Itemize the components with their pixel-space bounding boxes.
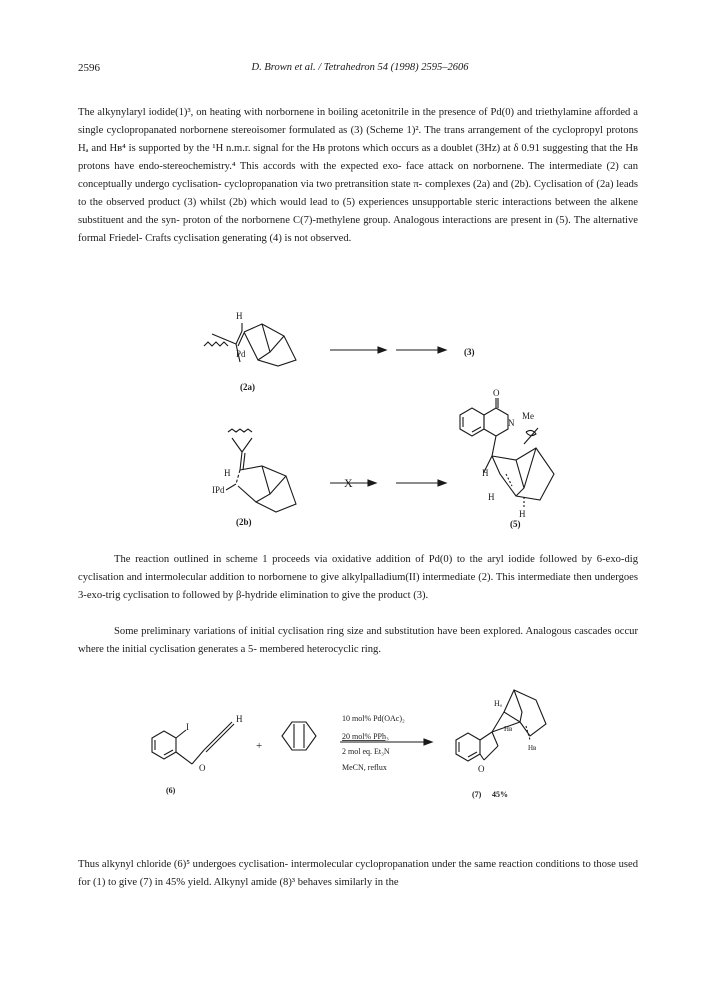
paragraph-mechanism: The reaction outlined in scheme 1 proceeds via oxidative addition of Pd(0) to the aryl iodide followed by 6-exo-dig cyclisation and intermolecular addition to norbornene to give alkylpalladium(II) intermediate (2). This intermediate then undergoes 3-exo-trig cyclisation to followed by β-hydride elimination to give the product (3).: [78, 554, 638, 601]
scheme1-atom-H-2b: H: [224, 468, 231, 478]
condition-solvent: MeCN, reflux: [342, 763, 387, 772]
arrow-2b-step2: [396, 480, 446, 486]
structure-2a: [204, 323, 296, 366]
scheme2-plus: +: [256, 740, 263, 752]
scheme2-atom-HB-1: Hʙ: [504, 725, 513, 733]
compound-label-6: (6): [166, 786, 176, 795]
scheme1-atom-H-5b: H: [488, 492, 495, 502]
arrow-2a-step2: [396, 347, 446, 353]
scheme1-atom-H-top: H: [236, 311, 243, 321]
paragraph-variations: Some preliminary variations of initial cyclisation ring size and substitution have been explored. Analogous cascades occur where the initial cyclisation generates a 5- membered heterocyclic ring.: [78, 626, 638, 655]
condition-ligand: 20 mol% PPh₃: [342, 732, 389, 741]
scheme1-atom-N: N: [508, 418, 515, 428]
scheme1-atom-IPd: IPd: [212, 485, 225, 495]
scheme2-atom-O-7: O: [478, 764, 485, 774]
scheme1-atom-Pd: Pd: [236, 349, 246, 359]
running-header-citation: D. Brown et al. / Tetrahedron 54 (1998) 2595–2606: [251, 62, 469, 73]
norbornene: [282, 722, 316, 750]
scheme1-atom-Me: Me: [522, 411, 534, 421]
scheme2-atom-HA: Hₐ: [494, 699, 502, 708]
scheme2-atom-HB-2: Hʙ: [528, 744, 537, 752]
compound-label-2b: (2b): [236, 517, 252, 527]
condition-base: 2 mol eq. Et₃N: [342, 747, 390, 756]
scheme2-atom-H: H: [236, 714, 243, 724]
page-number: 2596: [78, 62, 100, 74]
compound-label-2a: (2a): [240, 382, 255, 392]
scheme1-atom-H-5a: H: [482, 468, 489, 478]
compound-label-3: (3): [464, 347, 475, 357]
yield-7: 45%: [492, 790, 508, 799]
compound-label-7: (7): [472, 790, 482, 799]
condition-catalyst: 10 mol% Pd(OAc)₂: [342, 714, 405, 723]
arrow-2a-step1: [330, 347, 386, 353]
scheme1-atom-H-5c: H: [519, 509, 526, 519]
paragraph-chloride: Thus alkynyl chloride (6)⁵ undergoes cyclisation- intermolecular cyclopropanation under the same reaction conditions to those used for (1) to give (7) in 45% yield. Alkynyl amide (8)³ behaves similarly in the: [78, 859, 638, 888]
compound-label-5: (5): [510, 519, 521, 529]
scheme1-atom-O: O: [493, 388, 500, 398]
structure-2b: [226, 429, 296, 512]
scheme2-atom-I: I: [186, 722, 189, 732]
structure-5: [460, 398, 554, 508]
blocked-reaction-mark: X: [344, 476, 353, 490]
arrow-2b-blocked: [330, 480, 376, 486]
paragraph-intro: The alkynylaryl iodide(1)³, on heating with norbornene in boiling acetonitrile in the presence of Pd(0) and triethylamine afforded a single cyclopropanated norbornene stereoisomer formulated as (3) (Scheme 1)². The trans arrangement of the cyclopropyl protons Hₐ and Hʙ⁴ is supported by the ¹H n.m.r. signal for the Hʙ protons which occurs as a doublet (3Hz) at δ 0.91 suggesting that the Hʙ protons have endo-stereochemistry.⁴ This accords with the expected exo- face attack on norbornene. The intermediate (2) can conceptually undergo cyclisation- cyclopropanation via two pretransition state π- complexes (2a) and (2b). Cyclisation of (2a) leads to the observed product (3) whilst (2b) which would lead to (5) experiences unsupportable steric interactions between the alkene substituent and the syn- proton of the norbornene C(7)-methylene group. Analogous interactions are present in (5). The alternative formal Friedel- Crafts cyclisation generating (4) is not observed.: [78, 107, 638, 244]
scheme2-atom-O-6: O: [199, 763, 206, 773]
structure-6: [152, 722, 234, 764]
